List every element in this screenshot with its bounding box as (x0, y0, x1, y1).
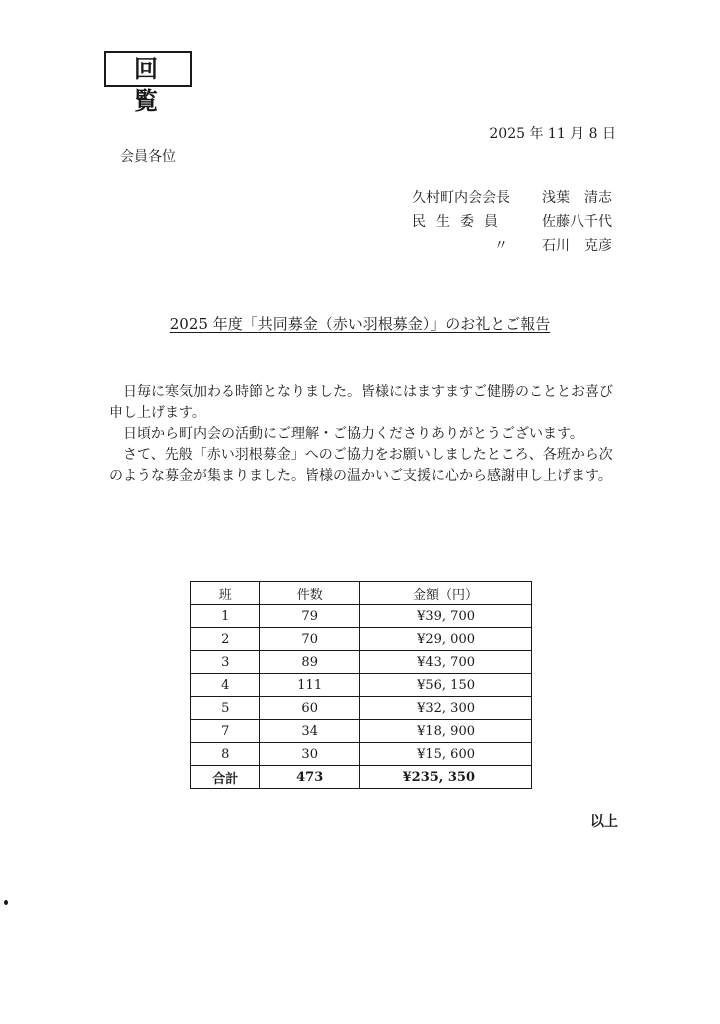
table-total-row (191, 766, 532, 789)
cell-amount: ¥39, 700 (359, 605, 531, 628)
sender-name: 佐藤八千代 (542, 214, 612, 230)
cell-amount: ¥56, 150 (359, 674, 531, 697)
cell-han: 3 (191, 651, 260, 674)
total-amount: ¥235, 350 (359, 766, 531, 789)
column-header-han: 班 (191, 582, 260, 605)
cell-amount: ¥15, 600 (359, 743, 531, 766)
column-header-amount: 金額（円） (359, 582, 531, 605)
sender-name: 浅葉 清志 (542, 190, 612, 206)
cell-amount: ¥18, 900 (359, 720, 531, 743)
cell-count: 70 (260, 628, 360, 651)
sender-row (412, 188, 612, 212)
table-row (191, 628, 532, 651)
donation-table (190, 581, 532, 789)
sender-row (412, 212, 612, 236)
body-paragraph: 日毎に寒気加わる時節となりました。皆様にはますますご健勝のこととお喜び申し上げます。 (109, 384, 613, 421)
total-label: 合計 (191, 766, 260, 789)
cell-count: 111 (260, 674, 360, 697)
body-text (109, 382, 615, 487)
sender-block (412, 188, 612, 260)
table-header-row (191, 582, 532, 605)
cell-han: 7 (191, 720, 260, 743)
table-row (191, 743, 532, 766)
cell-amount: ¥32, 300 (359, 697, 531, 720)
body-paragraph: 日頃から町内会の活動にご理解・ご協力くださりありがとうございます。 (123, 426, 584, 442)
scan-speck (4, 900, 8, 905)
document-title-text: 2025 年度「共同募金（赤い羽根募金）」のお礼とご報告 (169, 315, 551, 333)
cell-han: 5 (191, 697, 260, 720)
cell-han: 8 (191, 743, 260, 766)
table-row (191, 674, 532, 697)
issue-date: 2025 年 11 月 8 日 (489, 126, 616, 142)
cell-amount: ¥43, 700 (359, 651, 531, 674)
document-title (0, 313, 720, 334)
sender-role: 〃 (494, 238, 508, 254)
cell-amount: ¥29, 000 (359, 628, 531, 651)
cell-count: 60 (260, 697, 360, 720)
sender-name: 石川 克彦 (542, 238, 612, 254)
table-row (191, 720, 532, 743)
circulation-stamp: 回覧 (104, 51, 192, 87)
addressee: 会員各位 (120, 149, 176, 165)
closing-mark: 以上 (590, 814, 618, 830)
cell-count: 89 (260, 651, 360, 674)
body-paragraph: さて、先般「赤い羽根募金」へのご協力をお願いしましたところ、各班から次のような募金が集まりました。皆様の温かいご支援に心から感謝申し上げます。 (109, 447, 613, 484)
column-header-count: 件数 (260, 582, 360, 605)
sender-role: 民生委員 (412, 214, 508, 230)
table-row (191, 605, 532, 628)
sender-row (412, 236, 612, 260)
total-count: 473 (260, 766, 360, 789)
table-row (191, 651, 532, 674)
cell-han: 4 (191, 674, 260, 697)
cell-count: 30 (260, 743, 360, 766)
sender-role: 久村町内会会長 (412, 190, 510, 206)
table-row (191, 697, 532, 720)
cell-han: 2 (191, 628, 260, 651)
cell-han: 1 (191, 605, 260, 628)
cell-count: 34 (260, 720, 360, 743)
cell-count: 79 (260, 605, 360, 628)
